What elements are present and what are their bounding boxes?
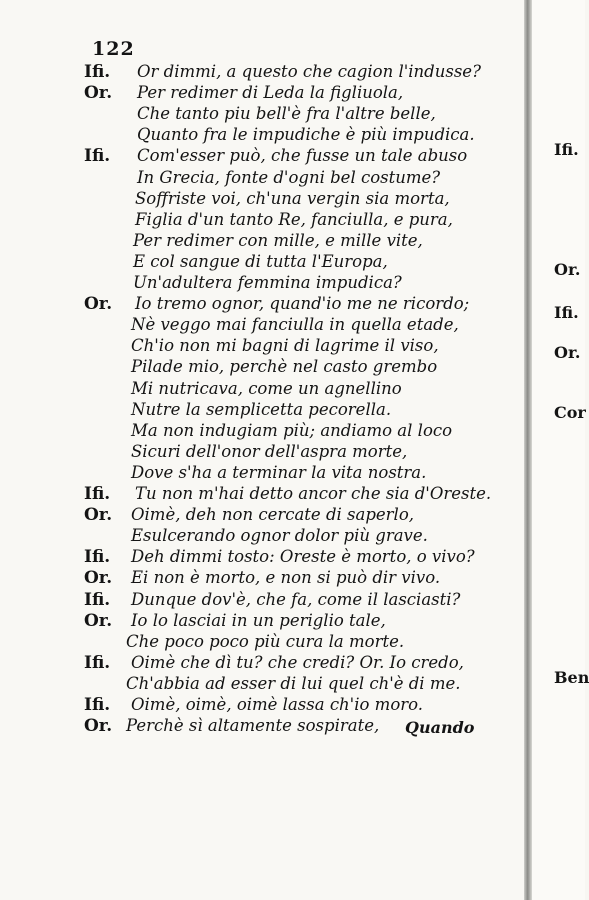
dialogue-line — [0, 379, 520, 401]
book-page-right-edge — [532, 0, 585, 900]
verse-text: Io tremo ognor, quand'io me ne ricordo; — [135, 294, 470, 314]
dialogue-line — [0, 146, 520, 168]
verse-text: E col sangue di tutta l'Europa, — [133, 251, 388, 271]
dialogue-line — [0, 62, 520, 84]
verse-text: Esulcerando ognor dolor più grave. — [131, 526, 428, 546]
speaker-label: Ifi. — [84, 589, 111, 610]
verse-text: Oimè che dì tu? che credi? Or. Io credo, — [131, 652, 464, 672]
dialogue-line — [0, 421, 520, 443]
verse-text: Oimè, deh non cercate di saperlo, — [131, 505, 415, 525]
speaker-label: Or. — [84, 716, 113, 737]
verse-text: Com'esser può, che fusse un tale abuso — [137, 146, 468, 166]
verse-text: Mi nutricava, come un agnellino — [131, 378, 402, 398]
speaker-label: Or. — [84, 568, 113, 589]
dialogue-line — [0, 590, 520, 612]
dialogue-line — [0, 505, 520, 527]
verse-text: Soffriste voi, ch'una vergin sia morta, — [135, 188, 450, 208]
verse-text: Nutre la semplicetta pecorella. — [131, 399, 392, 419]
dialogue-line — [0, 611, 520, 633]
book-gutter — [524, 0, 532, 900]
verse-text: Per redimer con mille, e mille vite, — [133, 230, 423, 250]
verse-text: Quanto fra le impudiche è più impudica. — [137, 125, 475, 145]
verse-text: Ch'abbia ad esser di lui quel ch'è di me. — [126, 673, 461, 693]
dialogue-line — [0, 653, 520, 675]
speaker-label: Or. — [84, 610, 113, 631]
verse-text: Dunque dov'è, che fa, come il lasciasti? — [131, 589, 461, 609]
page-number: 122 — [92, 38, 135, 60]
next-page-fragment: Ben — [554, 668, 589, 687]
dialogue-line — [0, 442, 520, 464]
dialogue-line — [0, 484, 520, 506]
next-page-fragment: Ifi. — [554, 303, 579, 322]
dialogue-line — [0, 125, 520, 147]
dialogue-line — [0, 695, 520, 717]
speaker-label: Ifi. — [84, 62, 111, 82]
verse-text: Io lo lasciai in un periglio tale, — [131, 610, 386, 630]
dialogue-line — [0, 294, 520, 316]
dialogue-line — [0, 273, 520, 295]
next-page-fragment: Ifi. — [554, 140, 579, 159]
verse-text: Sicuri dell'onor dell'aspra morte, — [131, 441, 408, 461]
verse-text: Pilade mio, perchè nel casto grembo — [131, 357, 438, 377]
verse-text: Tu non m'hai detto ancor che sia d'Oreste. — [135, 484, 492, 503]
dialogue-line — [0, 357, 520, 379]
speaker-label: Or. — [84, 505, 113, 526]
verse-text: Nè veggo mai fanciulla in quella etade, — [131, 315, 459, 335]
dialogue-line — [0, 463, 520, 485]
verse-text: Per redimer di Leda la figliuola, — [137, 83, 404, 103]
catchword: Quando — [405, 718, 475, 737]
dialogue-line — [0, 83, 520, 105]
verse-text: Oimè, oimè, oimè lassa ch'io moro. — [131, 695, 424, 714]
speaker-label: Or. — [84, 83, 113, 104]
dialogue-line — [0, 104, 520, 126]
dialogue-line — [0, 526, 520, 548]
verse-text: Deh dimmi tosto: Oreste è morto, o vivo? — [131, 547, 475, 567]
verse-text: Figlia d'un tanto Re, fanciulla, e pura, — [135, 209, 453, 229]
verse-text: Perchè sì altamente sospirate, — [126, 716, 380, 736]
dialogue-line — [0, 252, 520, 274]
speaker-label: Ifi. — [84, 695, 111, 715]
dialogue-line — [0, 400, 520, 422]
next-page-fragment: Cor — [554, 403, 586, 422]
dialogue-line — [0, 210, 520, 232]
verse-text: Che tanto piu bell'è fra l'altre belle, — [137, 104, 436, 124]
speaker-label: Ifi. — [84, 146, 111, 167]
dialogue-line — [0, 231, 520, 253]
speaker-label: Ifi. — [84, 547, 111, 568]
speaker-label: Ifi. — [84, 652, 111, 673]
dialogue-line — [0, 336, 520, 358]
speaker-label: Ifi. — [84, 484, 111, 504]
verse-text: Ei non è morto, e non si può dir vivo. — [131, 568, 441, 588]
verse-text: Dove s'ha a terminar la vita nostra. — [131, 462, 427, 482]
dialogue-line — [0, 547, 520, 569]
dialogue-line — [0, 632, 520, 654]
dialogue-line — [0, 315, 520, 337]
next-page-fragment: Or. — [554, 260, 581, 279]
next-page-fragment: Or. — [554, 343, 581, 362]
verse-text: Ma non indugiam più; andiamo al loco — [131, 420, 453, 440]
speaker-label: Or. — [84, 294, 113, 315]
verse-text: Ch'io non mi bagni di lagrime il viso, — [131, 336, 439, 356]
dialogue-line — [0, 189, 520, 211]
verse-text: Or dimmi, a questo che cagion l'indusse? — [137, 62, 481, 81]
dialogue-line — [0, 168, 520, 190]
verse-text: Che poco poco più cura la morte. — [126, 631, 405, 651]
dialogue-line — [0, 568, 520, 590]
dialogue-line — [0, 674, 520, 696]
verse-text: In Grecia, fonte d'ogni bel costume? — [137, 167, 441, 187]
verse-text: Un'adultera femmina impudica? — [133, 273, 402, 292]
